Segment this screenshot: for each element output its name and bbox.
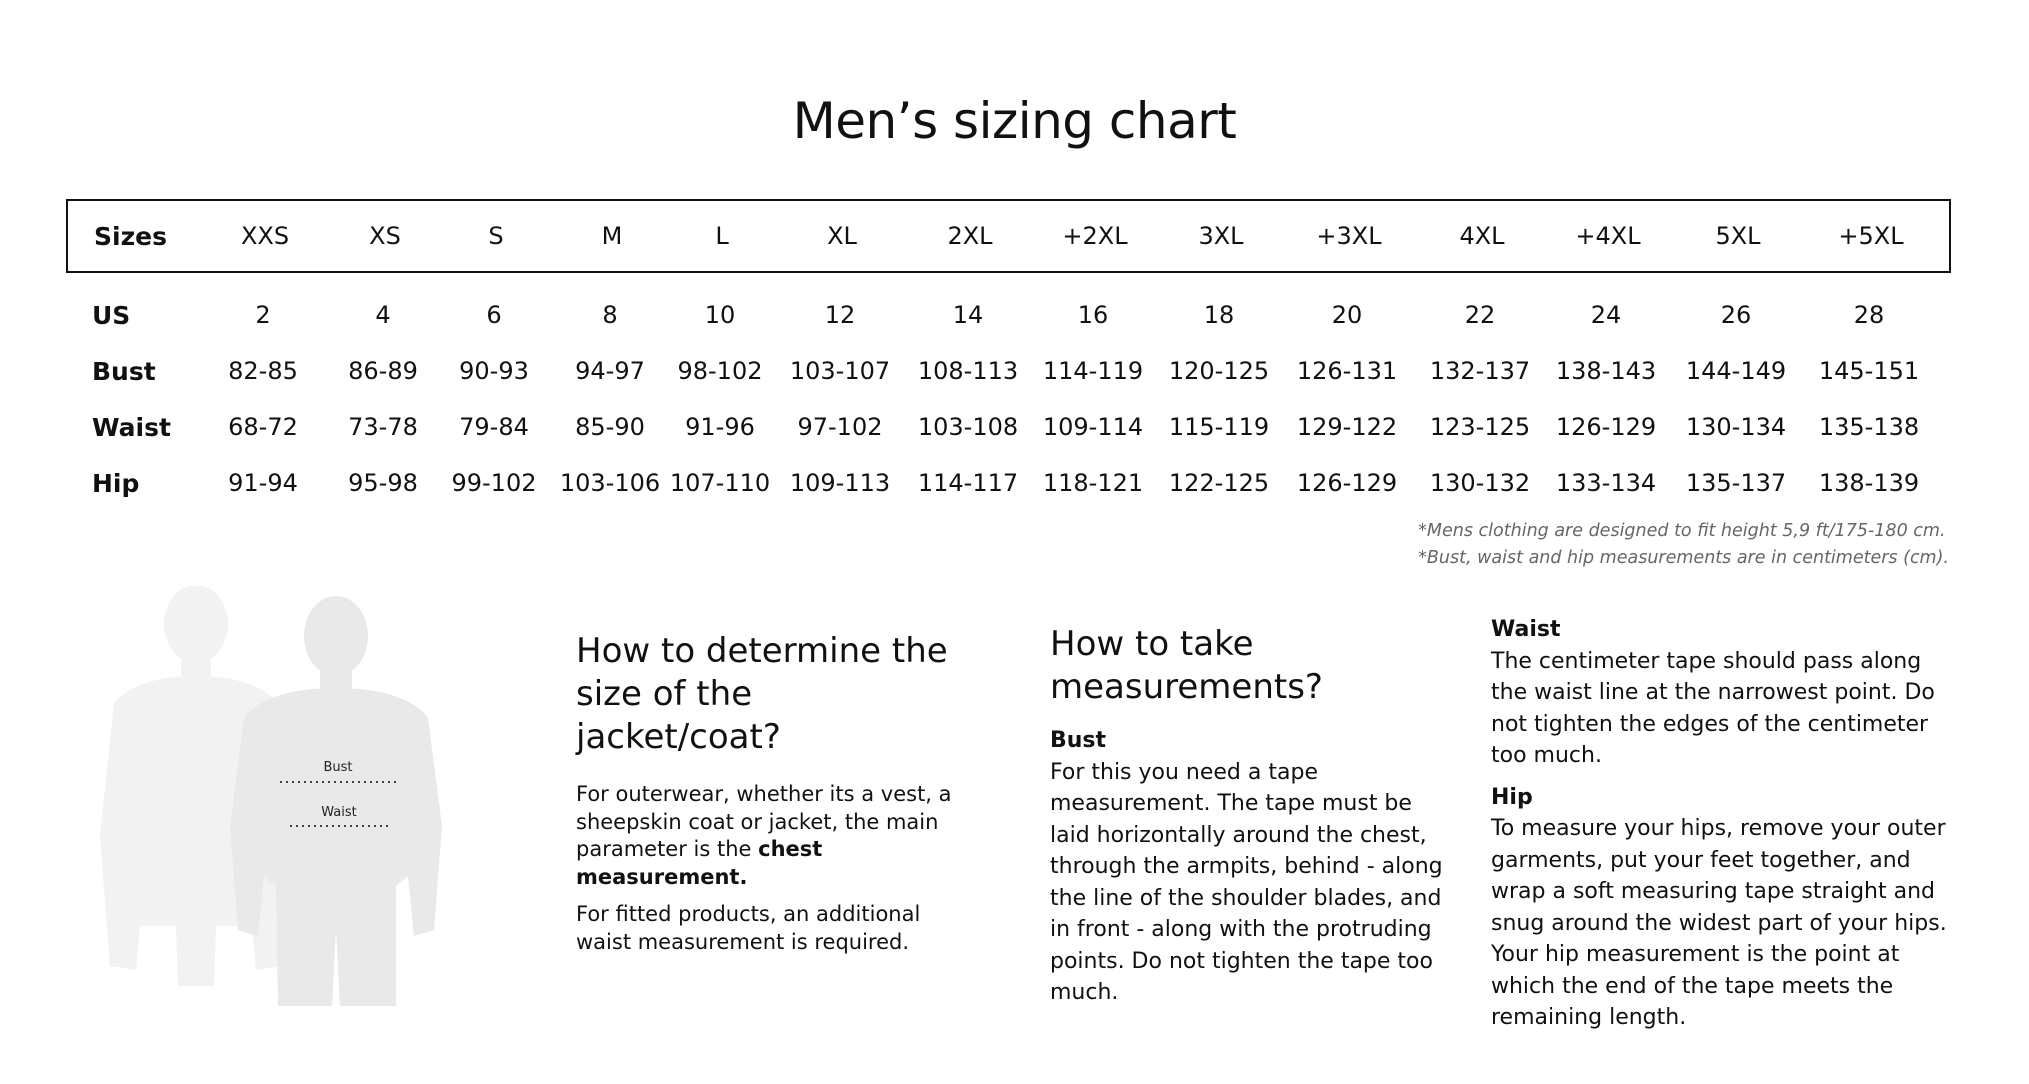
table-cell: 138-139 [1818, 469, 1920, 497]
table-cell: 94-97 [575, 357, 645, 385]
table-cell: 3XL [1198, 222, 1244, 250]
table-cell: 73-78 [348, 413, 418, 441]
size-header-row [66, 199, 1951, 273]
table-cell: 82-85 [228, 357, 298, 385]
row-label: Sizes [94, 221, 167, 251]
row-label: Bust [92, 356, 156, 386]
table-row-hip [66, 455, 1951, 511]
footnotes [1418, 518, 1949, 572]
table-cell: 118-121 [1042, 469, 1144, 497]
table-cell: 8 [602, 301, 618, 329]
table-cell: 10 [704, 301, 736, 329]
table-cell: 138-143 [1555, 357, 1657, 385]
table-cell: 130-132 [1429, 469, 1531, 497]
table-cell: 95-98 [348, 469, 418, 497]
table-row-us [66, 287, 1951, 343]
table-cell: 68-72 [228, 413, 298, 441]
table-cell: 135-137 [1685, 469, 1787, 497]
table-cell: 129-122 [1296, 413, 1398, 441]
table-cell: XL [827, 222, 857, 250]
table-cell: 22 [1464, 301, 1496, 329]
table-cell: 4 [375, 301, 391, 329]
table-cell: 114-117 [917, 469, 1019, 497]
table-cell: 123-125 [1429, 413, 1531, 441]
body-silhouette-icon [96, 586, 456, 1006]
table-cell: 99-102 [451, 469, 537, 497]
table-cell: 90-93 [459, 357, 529, 385]
table-cell: S [488, 222, 504, 250]
table-cell: 115-119 [1168, 413, 1270, 441]
heading-line: measurements? [1050, 667, 1323, 707]
table-cell: 18 [1203, 301, 1235, 329]
table-cell: 145-151 [1818, 357, 1920, 385]
waist-hip-section [1491, 614, 1951, 1044]
table-cell: 98-102 [677, 357, 763, 385]
measurements-heading [1050, 623, 1450, 709]
table-cell: 133-134 [1555, 469, 1657, 497]
hip-instructions: To measure your hips, remove your outer garments, put your feet together, and wrap a soft measuring tape straight and snug around the widest part of your hips. Your hip measurement is the point at which the end of the tape meets the remaining length. [1491, 816, 1947, 1030]
table-cell: 103-106 [559, 469, 661, 497]
table-cell: 5XL [1715, 222, 1761, 250]
table-cell: 126-131 [1296, 357, 1398, 385]
jacket-paragraph-1 [576, 781, 956, 891]
jacket-size-section [576, 630, 956, 966]
table-cell: +5XL [1838, 222, 1904, 250]
table-cell: 26 [1720, 301, 1752, 329]
table-cell: 130-134 [1685, 413, 1787, 441]
table-row-bust [66, 343, 1951, 399]
footnote: *Mens clothing are designed to fit height 5,9 ft/175-180 cm. [1418, 521, 1946, 541]
table-cell: 135-138 [1818, 413, 1920, 441]
table-cell: 103-108 [917, 413, 1019, 441]
table-cell: 97-102 [797, 413, 883, 441]
table-cell: 4XL [1459, 222, 1505, 250]
paragraph-text: For outerwear, whether its a vest, a sheepskin coat or jacket, the main parameter is the [576, 782, 952, 861]
heading-line: How to take [1050, 624, 1254, 664]
jacket-paragraph-2: For fitted products, an additional waist measurement is required. [576, 902, 921, 954]
heading-line: size of the jacket/coat? [576, 674, 781, 757]
body-figure-illustration [96, 586, 456, 1006]
table-cell: 126-129 [1296, 469, 1398, 497]
table-cell: 16 [1077, 301, 1109, 329]
table-cell: 6 [486, 301, 502, 329]
footnote: *Bust, waist and hip measurements are in centimeters (cm). [1418, 548, 1949, 568]
table-cell: +2XL [1062, 222, 1128, 250]
table-cell: 103-107 [789, 357, 891, 385]
table-cell: XS [369, 222, 401, 250]
table-cell: XXS [240, 222, 290, 250]
table-cell: 126-129 [1555, 413, 1657, 441]
heading-line: How to determine the [576, 631, 948, 671]
table-cell: 120-125 [1168, 357, 1270, 385]
table-cell: L [715, 222, 729, 250]
table-cell: 107-110 [669, 469, 771, 497]
bust-label: Bust [323, 760, 353, 775]
table-cell: 2XL [947, 222, 993, 250]
table-cell: 132-137 [1429, 357, 1531, 385]
table-cell: +3XL [1316, 222, 1382, 250]
hip-subheading: Hip [1491, 784, 1533, 810]
row-label: Waist [92, 412, 171, 442]
table-cell: 91-94 [228, 469, 298, 497]
size-table [66, 199, 1951, 511]
table-cell: 85-90 [575, 413, 645, 441]
bust-instructions: For this you need a tape measurement. The tape must be laid horizontally around the chest, through the armpits, behind - along the line of the shoulder blades, and in front - along with the protruding points. Do not tighten the tape too much. [1050, 759, 1443, 1005]
table-row-waist [66, 399, 1951, 455]
table-cell: 2 [255, 301, 271, 329]
table-cell: 12 [824, 301, 856, 329]
table-cell: 28 [1853, 301, 1885, 329]
jacket-size-heading [576, 630, 956, 759]
waist-subheading: Waist [1491, 617, 1561, 642]
table-cell: 79-84 [459, 413, 529, 441]
table-cell: 24 [1590, 301, 1622, 329]
table-cell: +4XL [1575, 222, 1641, 250]
table-cell: 86-89 [348, 357, 418, 385]
table-cell: 108-113 [917, 357, 1019, 385]
table-cell: 114-119 [1042, 357, 1144, 385]
table-cell: M [601, 222, 623, 250]
row-label: Hip [92, 468, 140, 498]
table-cell: 122-125 [1168, 469, 1270, 497]
table-cell: 109-114 [1042, 413, 1144, 441]
table-cell: 14 [952, 301, 984, 329]
table-cell: 144-149 [1685, 357, 1787, 385]
row-label: US [92, 300, 131, 330]
page-title: Men’s sizing chart [792, 92, 1237, 150]
waist-label: Waist [321, 805, 357, 820]
bust-subheading: Bust [1050, 728, 1107, 753]
take-measurements-section [1050, 623, 1450, 1019]
table-cell: 20 [1331, 301, 1363, 329]
waist-instructions: The centimeter tape should pass along the waist line at the narrowest point. Do not tighten the edges of the centimeter too much. [1491, 648, 1935, 768]
emphasis-text: chest measurement. [576, 837, 823, 889]
table-cell: 109-113 [789, 469, 891, 497]
table-cell: 91-96 [685, 413, 755, 441]
